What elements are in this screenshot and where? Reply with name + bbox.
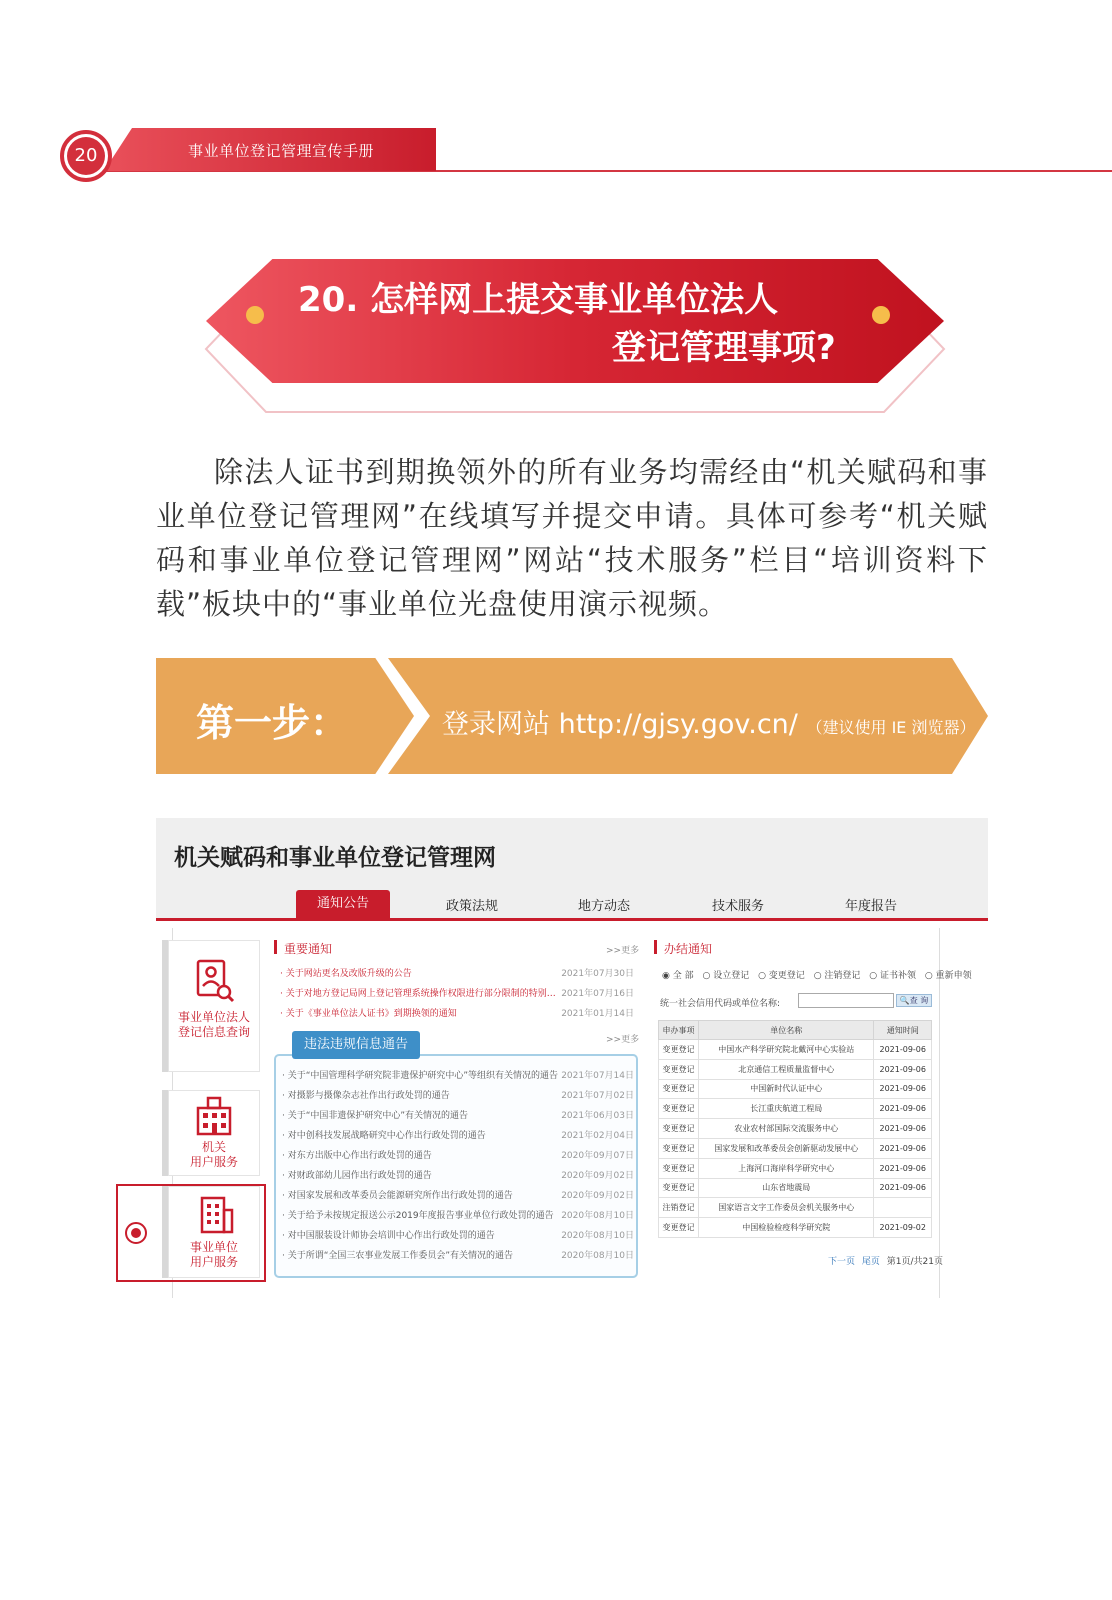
radio-setup: ○ 设立登记 xyxy=(702,971,750,981)
radio-change: ○ 变更登记 xyxy=(758,971,805,981)
cell-item: 变更登记 xyxy=(659,1099,699,1119)
table-row[interactable] xyxy=(659,1198,932,1218)
violation-more-link[interactable]: >>更多 xyxy=(606,1035,640,1045)
sidebar-label-institution: 事业单位 用户服务 xyxy=(189,1240,238,1269)
cell-item: 变更登记 xyxy=(659,1040,699,1060)
cell-date: 2021-09-06 xyxy=(874,1119,932,1139)
important-item[interactable]: · 关于《事业单位法人证书》到期换领的通知 2021年01月14日 xyxy=(280,1009,634,1018)
cell-unit: 国家语言文字工作委员会机关服务中心 xyxy=(698,1198,874,1218)
table-row[interactable] xyxy=(659,1178,932,1198)
cell-item: 变更登记 xyxy=(659,1158,699,1178)
col-header-unit: 单位名称 xyxy=(698,1021,874,1040)
table-row[interactable] xyxy=(659,1119,932,1139)
cell-unit: 山东省地震局 xyxy=(698,1178,874,1198)
violation-item[interactable]: · 关于所谓“全国三农事业发展工作委员会”有关情况的通告 2020年08月10日 xyxy=(282,1251,634,1261)
violation-item[interactable]: · 对摄影与摄像杂志社作出行政处罚的通告 2021年07月02日 xyxy=(282,1091,634,1101)
step-label: 第一步： xyxy=(196,701,349,745)
cell-unit: 长江重庆航道工程局 xyxy=(698,1099,874,1119)
cell-date: 2021-09-06 xyxy=(874,1099,932,1119)
question-title-line1: 20. 怎样网上提交事业单位法人 xyxy=(298,280,779,320)
tab-annual[interactable]: 年度报告 xyxy=(845,899,898,914)
website-title: 机关赋码和事业单位登记管理网 xyxy=(174,845,496,871)
table-row[interactable] xyxy=(659,1040,932,1060)
violation-item[interactable]: · 关于“中国管理科学研究院非遗保护研究中心”等组织有关情况的通告 2021年07月14日 xyxy=(282,1071,634,1081)
cell-date: 2021-09-06 xyxy=(874,1178,932,1198)
cell-item: 变更登记 xyxy=(659,1218,699,1238)
col-header-date: 通知时间 xyxy=(874,1021,932,1040)
important-title: 重要通知 xyxy=(284,942,333,956)
cell-date: 2021-09-06 xyxy=(874,1040,932,1060)
cell-unit: 中国新时代认证中心 xyxy=(698,1079,874,1099)
cell-date: 2021-09-06 xyxy=(874,1138,932,1158)
violation-item[interactable]: · 对东方出版中心作出行政处罚的通告 2020年09月07日 xyxy=(282,1151,634,1161)
search-label: 统一社会信用代码或单位名称: xyxy=(660,999,781,1009)
book-title: 事业单位登记管理宣传手册 xyxy=(188,142,375,160)
cell-unit: 北京通信工程质量监督中心 xyxy=(698,1059,874,1079)
banner-dot-right xyxy=(872,306,890,324)
cell-item: 变更登记 xyxy=(659,1079,699,1099)
last-page-link[interactable]: 尾页 xyxy=(861,1257,880,1267)
search-document-icon xyxy=(194,958,236,1004)
page-info: 第1页/共21页 xyxy=(886,1257,943,1267)
body-paragraph: 除法人证书到期换领外的所有业务均需经由“机关赋码和事业单位登记管理网”在线填写并提交申请。具体可参考“机关赋码和事业单位登记管理网”网站“技术服务”栏目“培训资料下载”板块中的“事业单位光盘使用演示视频。 xyxy=(156,455,988,621)
table-row[interactable] xyxy=(659,1079,932,1099)
completion-table xyxy=(658,1020,932,1238)
cell-item: 变更登记 xyxy=(659,1178,699,1198)
pager xyxy=(828,1254,943,1267)
violation-item[interactable]: · 对国家发展和改革委员会能源研究所作出行政处罚的通告 2020年09月02日 xyxy=(282,1191,634,1201)
cell-item: 变更登记 xyxy=(659,1119,699,1139)
next-page-link[interactable]: 下一页 xyxy=(828,1257,856,1267)
sidebar-label-query: 事业单位法人 登记信息查询 xyxy=(177,1010,250,1039)
violation-item[interactable]: · 关于给予未按规定报送公示2019年度报告事业单位行政处罚的通告 2020年08月10日 xyxy=(282,1211,634,1221)
tab-notices[interactable]: 通知公告 xyxy=(296,890,390,918)
step-note: （建议使用 IE 浏览器） xyxy=(806,718,976,737)
category-radio-group[interactable] xyxy=(662,968,978,981)
cell-unit: 中国检验检疫科学研究院 xyxy=(698,1218,874,1238)
search-input[interactable] xyxy=(798,993,894,1008)
tab-tech[interactable]: 技术服务 xyxy=(712,899,765,914)
radio-reapply: ○ 重新申领 xyxy=(924,971,972,981)
radio-all: ◉ 全 部 xyxy=(662,971,694,981)
cell-unit: 上海河口海岸科学研究中心 xyxy=(698,1158,874,1178)
important-bar xyxy=(274,940,277,954)
cell-unit: 中国水产科学研究院北戴河中心实验站 xyxy=(698,1040,874,1060)
cell-date xyxy=(874,1198,932,1218)
radio-cancel: ○ 注销登记 xyxy=(813,971,861,981)
important-item[interactable]: · 关于网站更名及改版升级的公告 2021年07月30日 xyxy=(280,969,634,978)
violation-item[interactable]: · 对财政部幼儿园作出行政处罚的通告 2020年09月02日 xyxy=(282,1171,634,1181)
page-number: 20 xyxy=(67,137,105,175)
cell-unit: 农业农村部国际交流服务中心 xyxy=(698,1119,874,1139)
cell-date: 2021-09-02 xyxy=(874,1218,932,1238)
selected-radio-dot xyxy=(131,1228,141,1238)
cell-date: 2021-09-06 xyxy=(874,1158,932,1178)
cell-item: 注销登记 xyxy=(659,1198,699,1218)
cell-item: 变更登记 xyxy=(659,1059,699,1079)
table-row[interactable] xyxy=(659,1138,932,1158)
completion-title: 办结通知 xyxy=(664,942,713,956)
violation-item[interactable]: · 关于“中国非遗保护研究中心”有关情况的通告 2021年06月03日 xyxy=(282,1111,634,1121)
violation-tag[interactable]: 违法违规信息通告 xyxy=(292,1031,420,1059)
website-nav-rule xyxy=(156,918,988,921)
cell-unit: 国家发展和改革委员会创新驱动发展中心 xyxy=(698,1138,874,1158)
tab-local[interactable]: 地方动态 xyxy=(578,899,631,914)
cell-date: 2021-09-06 xyxy=(874,1079,932,1099)
banner-dot-left xyxy=(246,306,264,324)
radio-reissue: ○ 证书补领 xyxy=(869,971,917,981)
important-item[interactable]: · 关于对地方登记局网上登记管理系统操作权限进行部分限制的特别… 2021年07月16日 xyxy=(280,989,634,998)
step-url-text: 登录网站 http://gjsy.gov.cn/ xyxy=(442,709,798,740)
search-button[interactable]: 🔍查 询 xyxy=(896,994,932,1007)
important-more-link[interactable]: >>更多 xyxy=(606,946,640,956)
building-icon xyxy=(194,1096,236,1136)
violation-item[interactable]: · 对中创科技发展战略研究中心作出行政处罚的通告 2021年02月04日 xyxy=(282,1131,634,1141)
table-row[interactable] xyxy=(659,1158,932,1178)
cell-date: 2021-09-06 xyxy=(874,1059,932,1079)
violation-item[interactable]: · 对中国服装设计师协会培训中心作出行政处罚的通告 2020年08月10日 xyxy=(282,1231,634,1241)
step-text xyxy=(442,702,976,741)
table-row[interactable] xyxy=(659,1218,932,1238)
completion-bar xyxy=(654,940,657,954)
sidebar-label-organ: 机关 用户服务 xyxy=(189,1140,238,1169)
col-header-item: 申办事项 xyxy=(659,1021,699,1040)
table-row[interactable] xyxy=(659,1099,932,1119)
question-title-line2: 登记管理事项? xyxy=(612,328,836,368)
tab-policy[interactable]: 政策法规 xyxy=(446,899,499,914)
table-row[interactable] xyxy=(659,1059,932,1079)
cell-item: 变更登记 xyxy=(659,1138,699,1158)
